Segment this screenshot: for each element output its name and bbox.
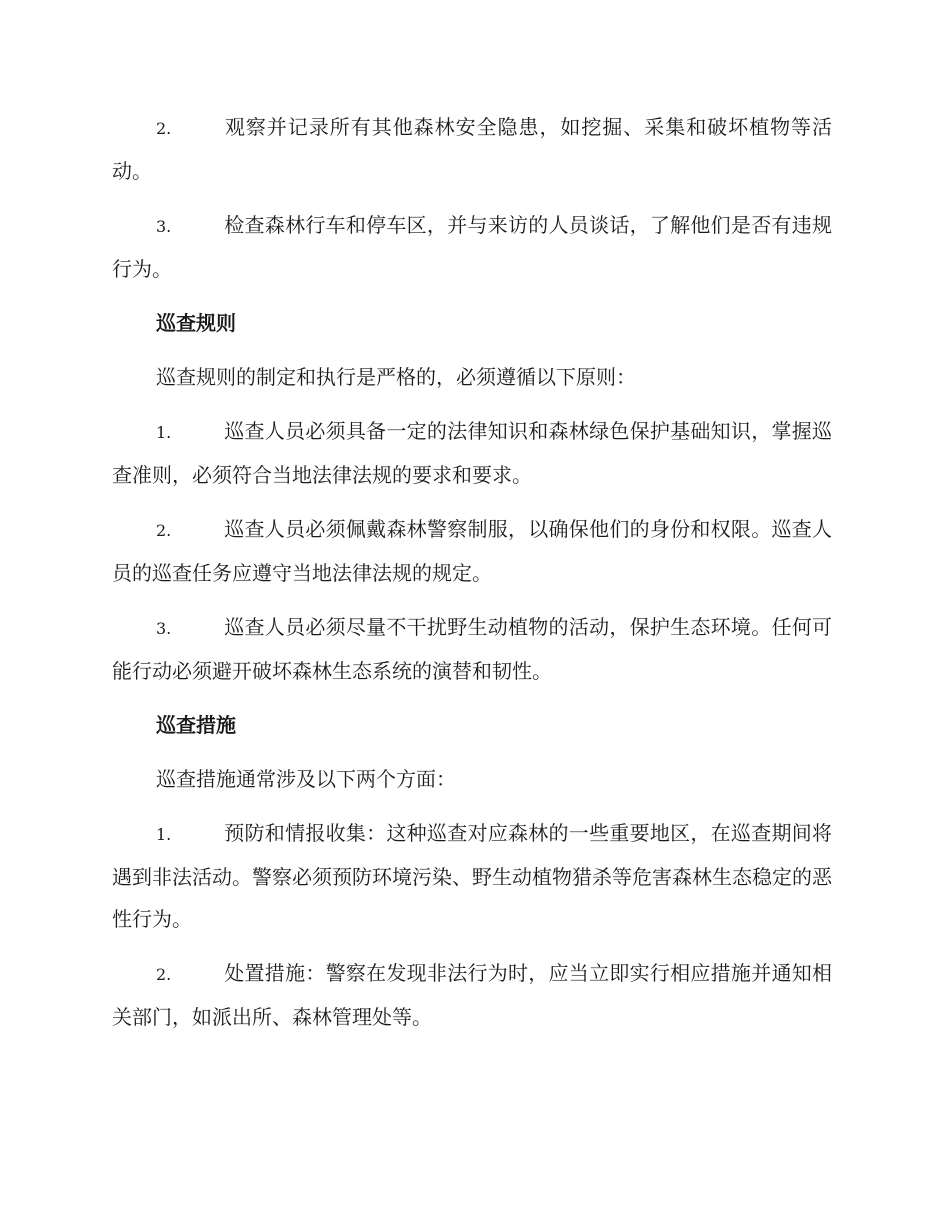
item-text: 处置措施：警察在发现非法行为时，应当立即实行相应措施并通知相关部门，如派出所、森林管理处等。 (112, 961, 832, 1029)
section-intro-measures: 巡查措施通常涉及以下两个方面： (156, 767, 456, 791)
item-text: 巡查人员必须尽量不干扰野生动植物的活动，保护生态环境。任何可能行动必须避开破坏森林生态系统的演替和韧性。 (112, 615, 832, 683)
item-text: 检查森林行车和停车区，并与来访的人员谈话，了解他们是否有违规行为。 (112, 213, 832, 281)
item-number: 2. (156, 119, 172, 138)
item-number: 3. (156, 217, 172, 236)
item-text: 预防和情报收集：这种巡查对应森林的一些重要地区，在巡查期间将遇到非法活动。警察必须预防环境污染、野生动植物猎杀等危害森林生态稳定的恶性行为。 (112, 821, 832, 931)
list-item (112, 606, 832, 692)
item-text: 巡查人员必须具备一定的法律知识和森林绿色保护基础知识，掌握巡查准则，必须符合当地法律法规的要求和要求。 (112, 419, 832, 487)
item-number: 1. (156, 825, 172, 844)
list-item (112, 812, 832, 940)
section-intro-rules: 巡查规则的制定和执行是严格的，必须遵循以下原则： (156, 365, 636, 389)
item-text: 观察并记录所有其他森林安全隐患，如挖掘、采集和破坏植物等活动。 (112, 115, 832, 183)
document-page (112, 106, 832, 1050)
section-heading-measures: 巡查措施 (156, 713, 236, 737)
list-item (112, 508, 832, 594)
list-item (112, 204, 832, 290)
item-number: 2. (156, 965, 172, 984)
item-number: 1. (156, 423, 172, 442)
section-heading-rules: 巡查规则 (156, 311, 236, 335)
item-number: 2. (156, 521, 172, 540)
list-item (112, 952, 832, 1038)
list-item (112, 410, 832, 496)
item-text: 巡查人员必须佩戴森林警察制服，以确保他们的身份和权限。巡查人员的巡查任务应遵守当地法律法规的规定。 (112, 517, 832, 585)
list-item (112, 106, 832, 192)
item-number: 3. (156, 619, 172, 638)
